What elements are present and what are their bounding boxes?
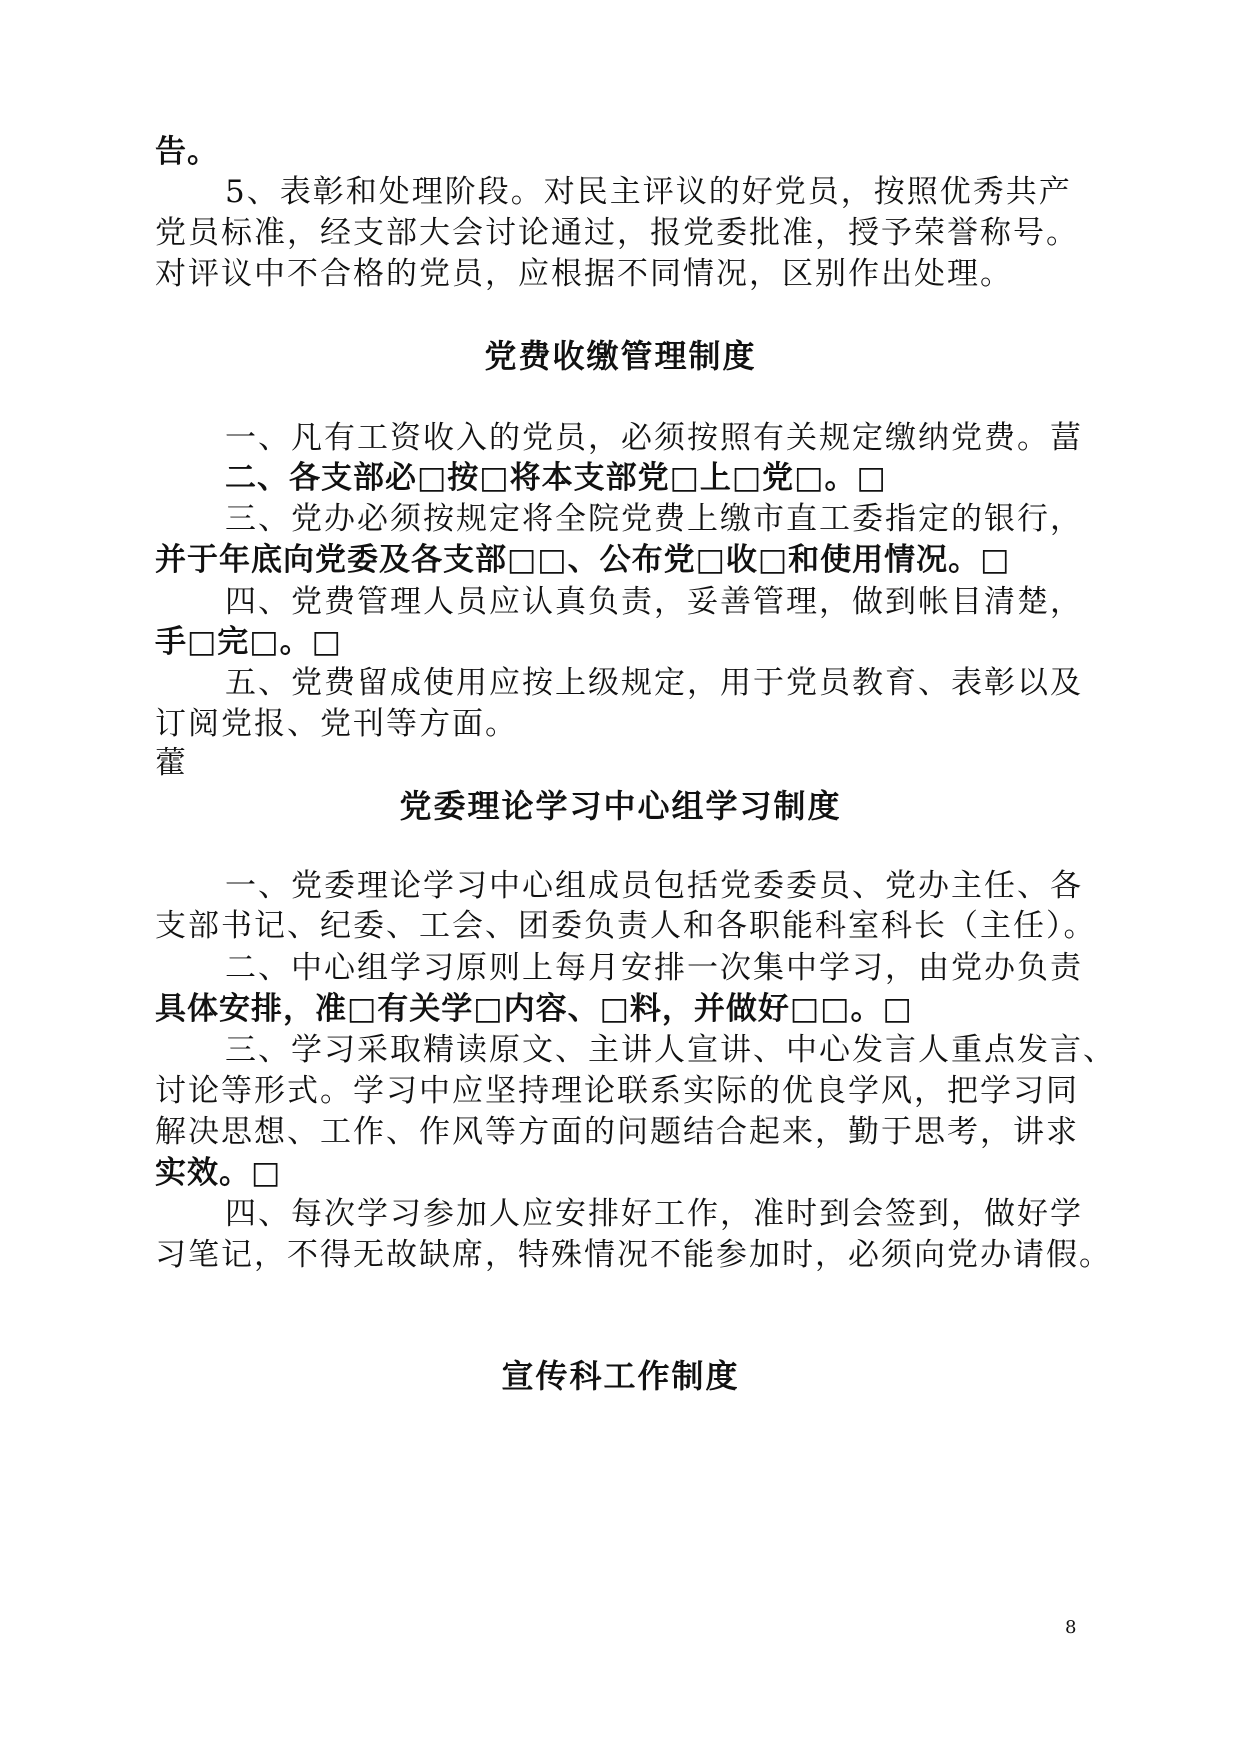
- body-line: 二、各支部必□按□将本支部党□上□党□。□: [225, 460, 887, 496]
- body-line: 具体安排，准□有关学□内容、□料，并做好□□。□: [155, 991, 913, 1027]
- body-line: 订阅党报、党刊等方面。: [155, 706, 518, 742]
- body-line: 四、党费管理人员应认真负责，妥善管理，做到帐目清楚，: [225, 584, 1083, 620]
- body-line: 三、学习采取精读原文、主讲人宣讲、中心发言人重点发言、: [225, 1032, 1116, 1068]
- body-line: 支部书记、纪委、工会、团委负责人和各职能科室科长（主任）。: [155, 908, 1097, 944]
- body-line: 一、党委理论学习中心组成员包括党委委员、党办主任、各: [225, 868, 1083, 904]
- section-title-fee: 党费收缴管理制度: [484, 337, 757, 375]
- body-line: 三、党办必须按规定将全院党费上缴市直工委指定的银行，: [225, 501, 1083, 537]
- section-title-study: 党委理论学习中心组学习制度: [399, 787, 842, 825]
- body-line: 党员标准，经支部大会讨论通过，报党委批准，授予荣誉称号。: [155, 215, 1079, 251]
- body-line: 讨论等形式。学习中应坚持理论联系实际的优良学风，把学习同: [155, 1073, 1079, 1109]
- body-line: 习笔记，不得无故缺席，特殊情况不能参加时，必须向党办请假。: [155, 1237, 1112, 1273]
- stray-character: 藿: [155, 745, 188, 781]
- section-title-publicity: 宣传科工作制度: [501, 1357, 740, 1395]
- body-line: 一、凡有工资收入的党员，必须按照有关规定缴纳党费。葍: [225, 420, 1083, 456]
- body-line: 实效。□: [155, 1155, 282, 1191]
- body-line: 告。: [155, 134, 219, 170]
- body-line: 手□完□。□: [155, 624, 342, 660]
- body-line: 解决思想、工作、作风等方面的问题结合起来，勤于思考，讲求: [155, 1114, 1079, 1150]
- body-line: 二、中心组学习原则上每月安排一次集中学习，由党办负责: [225, 950, 1083, 986]
- body-line: 并于年底向党委及各支部□□、公布党□收□和使用情况。□: [155, 542, 1011, 578]
- body-line: 5、表彰和处理阶段。对民主评议的好党员，按照优秀共产: [225, 174, 1072, 210]
- page-number: 8: [1065, 1617, 1077, 1638]
- body-line: 四、每次学习参加人应安排好工作，准时到会签到，做好学: [225, 1196, 1083, 1232]
- body-line: 对评议中不合格的党员，应根据不同情况，区别作出处理。: [155, 256, 1013, 292]
- body-line: 五、党费留成使用应按上级规定，用于党员教育、表彰以及: [225, 665, 1083, 701]
